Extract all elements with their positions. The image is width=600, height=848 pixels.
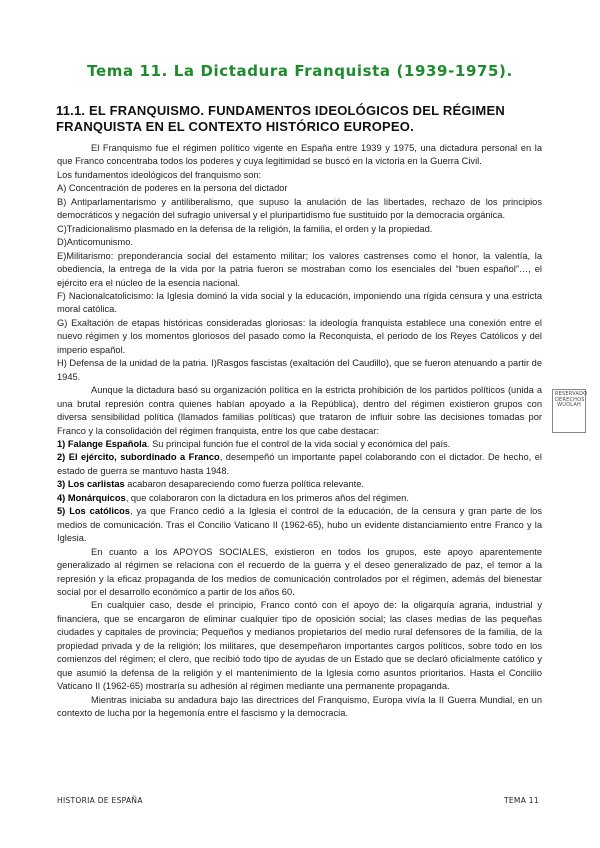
- footer-subject: HISTORIA DE ESPAÑA: [57, 796, 143, 805]
- list-item: A) Concentración de poderes en la persona del dictador: [57, 183, 288, 194]
- list-item: G) Exaltación de etapas históricas consideradas gloriosas: la ideología franquista establece una conexión entre el nuevo régimen y los momentos gloriosos del pasado como la Reconquista, el periodo de los Reyes Católicos y del imperio español.: [57, 317, 542, 355]
- list-item: D)Anticomunismo.: [57, 237, 133, 248]
- group-item: [57, 505, 542, 545]
- group-name: 2) El ejército, subordinado a Franco: [57, 452, 220, 463]
- group-item: [57, 438, 542, 451]
- paragraph: Los fundamentos ideológicos del franquismo son:: [57, 169, 262, 180]
- stamp-line: RESERVADO: [555, 391, 588, 397]
- watermark-stamp: [552, 389, 586, 433]
- list-item: F) Nacionalcatolicismo: la Iglesia dominó la vida social y la educación, imponiendo una rígida censura y una estricta moral católica.: [57, 290, 542, 315]
- stamp-line: WUOLAH: [557, 402, 581, 409]
- group-item: [57, 451, 542, 478]
- list-item: B) Antiparlamentarismo y antiliberalismo, que supuso la anulación de las libertades, rechazo de los principios democráticos y negación del sufragio universal y el pluripartidismo fue sustituido por la democracia orgánica.: [57, 196, 542, 221]
- group-text: , que colaboraron con la dictadura en los primeros años del régimen.: [125, 492, 409, 503]
- group-text: , desempeñó un importante papel colaborando con el dictador. De hecho, el estado de guerra se mantuvo hasta 1948.: [57, 452, 542, 476]
- paragraph: Mientras iniciaba su andadura bajo las directrices del Franquismo, Europa vivía la II Guerra Mundial, en un contexto de lucha por la hegemonía entre el fascismo y la democracia.: [57, 694, 542, 719]
- section-title: 11.1. EL FRANQUISMO. FUNDAMENTOS IDEOLÓGICOS DEL RÉGIMEN FRANQUISTA EN EL CONTEXTO HISTÓRICO EUROPEO.: [56, 103, 505, 134]
- paragraph: El Franquismo fue el régimen político vigente en España entre 1939 y 1975, una dictadura personal en la que Franco concentraba todos los poderes y cuya legitimidad se buscó en la victoria en la Guerra Civil.: [57, 143, 542, 167]
- paragraph: Aunque la dictadura basó su organización política en la estricta prohibición de los partidos políticos (unida a una brutal represión contra quienes habían apoyado a la República), dentro del régimen existieron grupos con diversa sensibilidad política (llamados familias políticas) que trataron de influir sobre las decisiones tomadas por Franco y la consolidación del régimen franquista, entre los que cabe destacar:: [57, 385, 542, 436]
- group-name: 3) Los carlistas: [57, 479, 125, 490]
- list-item: C)Tradicionalismo plasmado en la defensa de la religión, la familia, el orden y la propiedad.: [57, 223, 433, 234]
- list-item: E)Militarismo: preponderancia social del estamento militar; los valores castrenses como el honor, la valentía, la obediencia, la entrega de la vida por la patria fueron se mostraban como los esenciales del “buen español”…, el ejército era el núcleo de la esencia nacional.: [57, 250, 542, 288]
- paragraph: En cuanto a los APOYOS SOCIALES, existieron en todos los grupos, este apoyo aparentemente generalizado al régimen se relaciona con el recuerdo de la guerra y el deseo generalizado de paz, el temor a la represión y la eficaz propaganda de los medios de comunicación controlados por el régimen, además del bienestar social por el desarrollo económico a partir de los años 60.: [57, 546, 542, 597]
- footer-topic: TEMA 11: [504, 796, 539, 805]
- document-body: [57, 142, 542, 720]
- list-item: H) Defensa de la unidad de la patria. I)Rasgos fascistas (exaltación del Caudillo), que se fueron atenuando a partir de 1945.: [57, 358, 542, 382]
- paragraph: En cualquier caso, desde el principio, Franco contó con el apoyo de: la oligarquía agraria, industrial y financiera, que se encargaron de eliminar cualquier tipo de oposición social; las clases medias de las pequeñas ciudades y capitales de provincia; Pequeños y medianos propietarios del medio rural defensores de la familia, de la propiedad privada y de la religión; los militares, que desempeñaron importantes cargos políticos, sobre todo en los comienzos del régimen; el clero, que recibió todo tipo de ayudas de un Estado que se declaró oficialmente católico y que asumió la defensa de la religión y el mantenimiento de la Iglesia como asuntos prioritarios. Hasta el Concilio Vaticano II (1962-65) mostraría su adhesión al régimen mediante una permanente propaganda.: [57, 600, 542, 692]
- group-item: [57, 492, 542, 505]
- group-text: . Su principal función fue el control de la vida social y económica del país.: [146, 438, 451, 449]
- group-item: [57, 478, 542, 491]
- group-text: , ya que Franco cedió a la Iglesia el control de la educación, de la censura y gran parte de los medios de comunicación. Tras el Concilio Vaticano II (1962-65), hubo un evidente distanciamiento entre Franco y la Iglesia.: [57, 506, 542, 544]
- group-name: 5) Los católicos: [57, 506, 130, 517]
- group-name: 4) Monárquicos: [57, 492, 126, 503]
- stamp-line: DERECHOS: [555, 396, 585, 403]
- group-text: acabaron desapareciendo como fuerza política relevante.: [124, 479, 364, 490]
- document-title: Tema 11. La Dictadura Franquista (1939-1975).: [87, 62, 513, 80]
- group-name: 1) Falange Española: [57, 438, 147, 449]
